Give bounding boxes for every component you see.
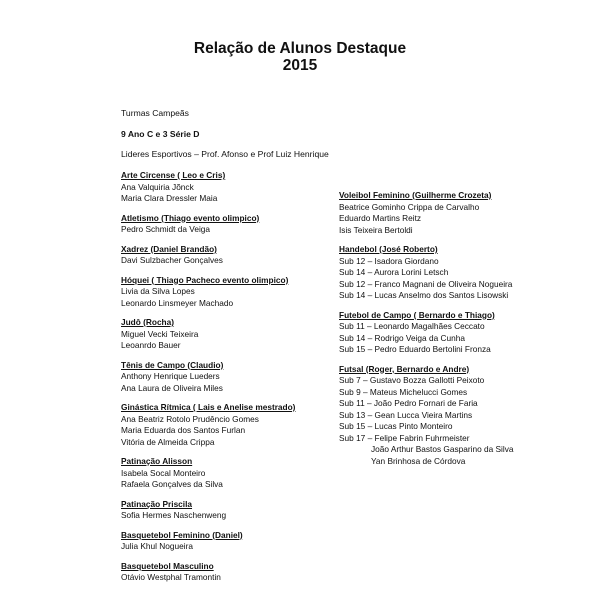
student-name: Sub 15 – Lucas Pinto Monteiro [339, 421, 453, 431]
sport-heading: Basquetebol Feminino (Daniel) [121, 529, 243, 540]
student-name: Livia da Silva Lopes [121, 286, 195, 296]
sport-heading: Arte Circense ( Leo e Cris) [121, 170, 226, 180]
student-name: Otávio Westphal Tramontin [121, 572, 221, 582]
sport-heading: Patinação Alisson [121, 456, 193, 466]
student-name: Beatrice Gominho Crippa de Carvalho [339, 201, 480, 212]
page-year: 2015 [282, 57, 318, 74]
left-column [121, 170, 326, 592]
student-name: Anthony Henrique Lueders [121, 371, 220, 381]
student-name: Sofia Hermes Naschenweng [121, 510, 227, 520]
student-name: Rafaela Gonçalves da Silva [121, 479, 223, 489]
student-name: Sub 14 – Aurora Lorini Letsch [339, 267, 449, 277]
page-title: Relação de Alunos Destaque [193, 40, 407, 57]
sport-section [121, 244, 326, 267]
student-name: Sub 11 – Leonardo Magalhães Ceccato [339, 321, 485, 331]
student-name: João Arthur Bastos Gasparino da Silva [371, 444, 514, 454]
student-name: Yan Brinhosa de Córdova [371, 455, 466, 466]
sport-section [121, 275, 326, 310]
student-name: Isis Teixeira Bertoldi [339, 224, 413, 235]
lideres-line: Lideres Esportivos – Prof. Afonso e Prof Luiz Henrique [121, 149, 329, 159]
student-name: Sub 14 – Rodrigo Veiga da Cunha [339, 332, 465, 343]
right-column [339, 190, 554, 475]
sport-section [339, 310, 554, 356]
student-name: Eduardo Martins Reitz [339, 213, 422, 223]
sport-heading: Atletismo (Thiago evento olimpico) [121, 212, 260, 223]
sport-section [339, 364, 554, 468]
sport-section [121, 360, 326, 395]
student-name: Vitória de Almeida Crippa [121, 436, 215, 447]
student-name: Sub 17 – Felipe Fabrin Fuhrmeister [339, 432, 470, 443]
sport-heading: Judô (Rocha) [121, 317, 175, 327]
sport-heading: Ginástica Rítmica ( Lais e Anelise mestrado) [121, 402, 296, 412]
sport-section [121, 499, 326, 522]
student-name: Sub 9 – Mateus Michelucci Gomes [339, 386, 468, 397]
student-name: Miguel Vecki Teixeira [121, 328, 199, 339]
sport-heading: Hóquei ( Thiago Pacheco evento olimpico) [121, 274, 289, 285]
student-name: Sub 12 – Franco Magnani de Oliveira Nogueira [339, 278, 513, 289]
student-name: Ana Valquiria Jõnck [121, 181, 194, 192]
sport-section [121, 170, 326, 205]
student-name: Julia Khul Nogueira [121, 541, 193, 551]
student-name: Sub 15 – Pedro Eduardo Bertolini Fronza [339, 344, 491, 354]
sport-section [121, 402, 326, 448]
student-name: Sub 14 – Lucas Anselmo dos Santos Lisowski [339, 290, 509, 300]
student-name: Ana Laura de Oliveira Miles [121, 382, 223, 393]
sport-section [339, 244, 554, 302]
sport-heading: Handebol (José Roberto) [339, 244, 438, 254]
sport-section [121, 561, 326, 584]
student-name: Sub 12 – Isadora Giordano [339, 255, 439, 266]
sport-heading: Voleibol Feminino (Guilherme Crozeta) [339, 190, 492, 200]
sport-section [121, 213, 326, 236]
turmas-label: Turmas Campeãs [121, 108, 189, 118]
student-name: Maria Clara Dressler Maia [121, 193, 218, 203]
student-name: Leoanrdo Bauer [121, 340, 181, 350]
sport-heading: Xadrez (Daniel Brandão) [121, 243, 217, 254]
sport-heading: Futsal (Roger, Bernardo e Andre) [339, 363, 470, 374]
student-name: Sub 7 – Gustavo Bozza Gallotti Peixoto [339, 375, 485, 385]
student-name: Pedro Schmidt da Veiga [121, 224, 211, 234]
student-name: Leonardo Linsmeyer Machado [121, 297, 234, 308]
sport-section [121, 456, 326, 491]
student-name: Ana Beatriz Rotolo Prudêncio Gomes [121, 413, 259, 424]
sport-heading: Patinação Priscila [121, 498, 193, 509]
sport-heading: Tênis de Campo (Claudio) [121, 359, 224, 370]
sport-section [339, 190, 554, 236]
student-name: Maria Eduarda dos Santos Furlan [121, 425, 246, 435]
sport-section [121, 317, 326, 352]
student-name: Sub 13 – Gean Lucca Vieira Martins [339, 409, 473, 420]
turmas-value: 9 Ano C e 3 Série D [121, 129, 200, 139]
sport-section [121, 530, 326, 553]
student-name: Davi Sulzbacher Gonçalves [121, 255, 223, 265]
student-name: Isabela Socal Monteiro [121, 467, 206, 478]
sport-heading: Basquetebol Masculino [121, 560, 214, 571]
student-name: Sub 11 – João Pedro Fornari de Faria [339, 398, 478, 408]
sport-heading: Futebol de Campo ( Bernardo e Thiago) [339, 309, 495, 320]
